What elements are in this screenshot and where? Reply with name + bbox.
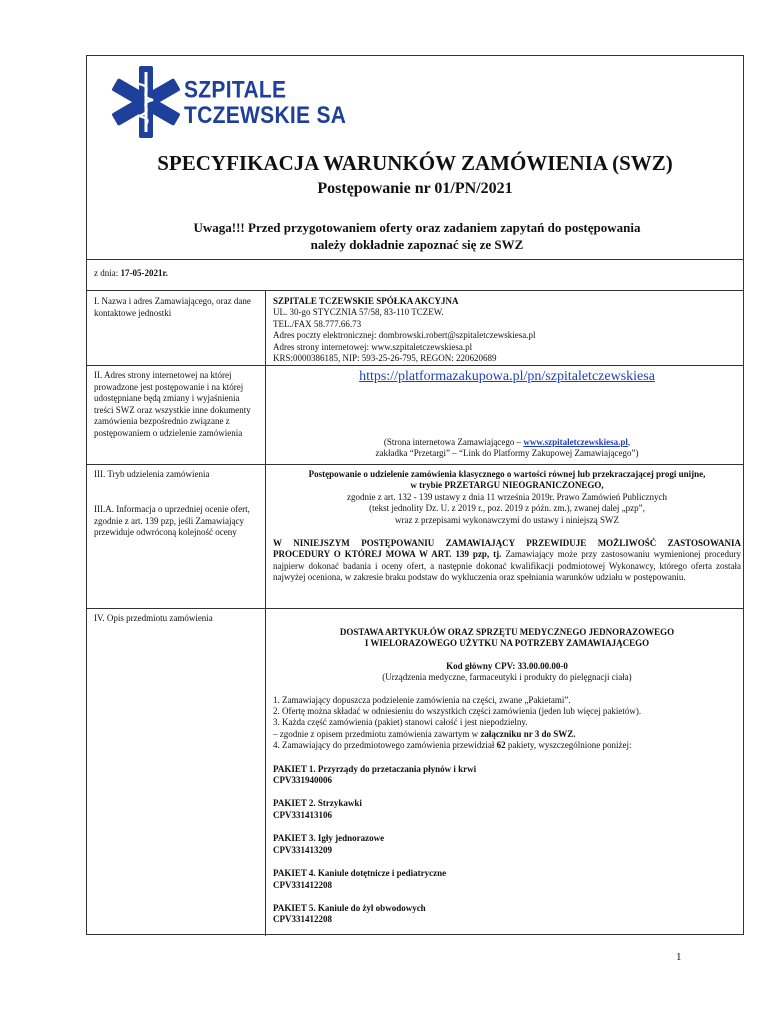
- reverse-evaluation-text: Zamawiający może przy zastosowaniu wymienionej procedury najpierw dokonać badania i oceny ofert, a następnie dokonać kwalifikacji podmiotowej Wykonawcy, którego oferta została najwyżej oceniona, w zakresie braku podstaw do wykluczenia oraz spełniania warunków udziału w postępowaniu.: [273, 549, 741, 583]
- section-3-content: [273, 469, 741, 526]
- divider: [87, 259, 743, 260]
- company-registry: KRS:0000386185, NIP: 593-25-26-795, REGON: 220620689: [273, 353, 497, 364]
- cpv-description: (Urządzenia medyczne, farmaceutyki i produkty do pielęgnacji ciała): [382, 672, 632, 683]
- reverse-evaluation-heading: W NINIEJSZYM POSTĘPOWANIU ZAMAWIAJĄCY PRZEWIDUJE MOŻLIWOŚĆ ZASTOSOWANIA PROCEDURY O KTÓREJ MOWA W ART. 139 pzp, tj.: [273, 538, 741, 560]
- section-2-label: II. Adres strony internetowej na której prowadzone jest postępowanie i na której udostępniane będą zmiany i wyjaśnienia treści SWZ oraz wszystkie inne dokumenty zamówienia bezpośrednio związane z postępowaniem o udzielenie zamówienia: [94, 370, 251, 438]
- point-4-suffix: pakiety, wyszczególnione poniżej:: [505, 740, 632, 751]
- logo-text: [184, 78, 346, 129]
- subject-heading-2: I WIELORAZOWEGO UŻYTKU NA POTRZEBY ZAMAWIAJĄCEGO: [364, 638, 650, 649]
- section-3-label: III. Tryb udzielenia zamówienia: [94, 469, 210, 479]
- date-row: [94, 268, 168, 278]
- section-4-content: [273, 627, 741, 926]
- subject-heading-1: DOSTAWA ARTYKUŁÓW ORAZ SPRZĘTU MEDYCZNEGO JEDNORAZOWEGO: [339, 627, 675, 637]
- website-link[interactable]: www.szpitaletczewskiesa.pl: [523, 437, 628, 447]
- procedure-line-1: Postępowanie o udzielenie zamówienia klasycznego o wartości równej lub przekraczającej progi unijne,: [308, 469, 706, 479]
- document-subtitle: Postępowanie nr 01/PN/2021: [317, 180, 513, 197]
- date-value: 17-05-2021r.: [120, 268, 168, 278]
- point-3b-prefix: – zgodnie z opisem przedmiotu zamówienia zawartym w: [273, 728, 481, 739]
- procedure-line-2: w trybie PRZETARGU NIEOGRANICZONEGO,: [410, 480, 604, 491]
- website-note-suffix: ,: [627, 437, 631, 447]
- point-2: 2. Ofertę można składać w odniesieniu do wszystkich części zamówienia (jeden lub więcej pakietów).: [273, 706, 642, 717]
- point-3b: [273, 729, 741, 740]
- procedure-line-5: wraz z przepisami wykonawczymi do ustawy i niniejszą SWZ: [395, 514, 619, 525]
- point-4: [273, 740, 741, 751]
- list-item: [273, 868, 741, 891]
- package-cpv: CPV331413209: [273, 844, 332, 855]
- section-2-content: [273, 369, 741, 460]
- section-3a-content: [273, 538, 741, 584]
- platform-url-link[interactable]: https://platformazakupowa.pl/pn/szpitaletczewskiesa: [359, 369, 655, 384]
- list-item: [273, 833, 741, 856]
- package-count: 62: [496, 740, 506, 751]
- company-address: UL. 30-go STYCZNIA 57/58, 83-110 TCZEW.: [273, 307, 444, 318]
- page-number: 1: [676, 951, 682, 963]
- column-divider: [265, 290, 266, 936]
- document-title: SPECYFIKACJA WARUNKÓW ZAMÓWIENIA (SWZ): [157, 151, 673, 175]
- logo-line-1: SZPITALE: [184, 76, 287, 104]
- list-item: [273, 764, 741, 787]
- date-label: z dnia:: [94, 268, 119, 278]
- company-email: Adres poczty elektronicznej: dombrowski.robert@szpitaletczewskiesa.pl: [273, 330, 536, 341]
- section-4-label: IV. Opis przedmiotu zamówienia: [94, 613, 213, 623]
- package-cpv: CPV331412208: [273, 879, 332, 890]
- website-note-line-2: zakładka “Przetargi” – “Link do Platformy Zakupowej Zamawiającego”): [375, 448, 639, 459]
- package-name: PAKIET 1. Przyrządy do przetaczania płynów i krwi: [273, 763, 477, 774]
- company-website: Adres strony internetowej: www.szpitaletczewskiesa.pl: [273, 341, 473, 352]
- procedure-line-4: (tekst jednolity Dz. U. z 2019 r., poz. 2019 z późn. zm.), zwanej dalej „pzp”,: [369, 503, 645, 514]
- package-name: PAKIET 4. Kaniule dotętnicze i pediatryczne: [273, 868, 447, 879]
- section-1-content: [273, 296, 741, 364]
- document-page: [86, 55, 744, 935]
- company-phone: TEL./FAX 58.777.66.73: [273, 318, 362, 329]
- package-name: PAKIET 3. Igły jednorazowe: [273, 833, 385, 844]
- package-cpv: CPV331413106: [273, 809, 332, 820]
- package-name: PAKIET 5. Kaniule do żył obwodowych: [273, 902, 426, 913]
- warning-line-2: należy dokładnie zapoznać się ze SWZ: [310, 237, 524, 252]
- website-note: [273, 437, 741, 448]
- procedure-line-3: zgodnie z art. 132 - 139 ustawy z dnia 11 września 2019r. Prawo Zamówień Publicznych: [346, 491, 668, 502]
- warning-line-1: Uwaga!!! Przed przygotowaniem oferty oraz zadaniem zapytań do postępowania: [193, 220, 641, 235]
- point-4-prefix: 4. Zamawiający do przedmiotowego zamówienia przewidział: [273, 740, 497, 751]
- point-1: 1. Zamawiający dopuszcza podzielenie zamówienia na części, zwane „Pakietami”.: [273, 694, 571, 705]
- logo-line-2: TCZEWSKIE SA: [184, 102, 347, 129]
- cpv-main-code: Kod główny CPV: 33.00.00.00-0: [446, 660, 568, 671]
- package-cpv: CPV331940006: [273, 775, 332, 786]
- package-list: [273, 764, 741, 926]
- divider: [87, 608, 743, 609]
- warning-note: [147, 219, 687, 253]
- package-name: PAKIET 2. Strzykawki: [273, 798, 362, 809]
- point-3: 3. Każda część zamówienia (pakiet) stanowi całość i jest niepodzielny.: [273, 717, 528, 728]
- section-1-label: I. Nazwa i adres Zamawiającego, oraz dane kontaktowe jednostki: [94, 296, 251, 318]
- divider: [87, 365, 743, 366]
- attachment-reference: załączniku nr 3 do SWZ.: [480, 728, 576, 739]
- package-cpv: CPV331412208: [273, 914, 332, 925]
- list-item: [273, 798, 741, 821]
- list-item: [273, 903, 741, 926]
- section-3a-label: III.A. Informacja o uprzedniej ocenie ofert, zgodnie z art. 139 pzp, jeśli Zamawiający przewiduje odwróconą kolejność oceny: [94, 504, 250, 538]
- divider: [87, 464, 743, 465]
- website-note-prefix: (Strona internetowa Zamawiającego –: [383, 437, 524, 447]
- company-name: SZPITALE TCZEWSKIE SPÓŁKA AKCYJNA: [273, 296, 459, 306]
- divider: [87, 290, 743, 291]
